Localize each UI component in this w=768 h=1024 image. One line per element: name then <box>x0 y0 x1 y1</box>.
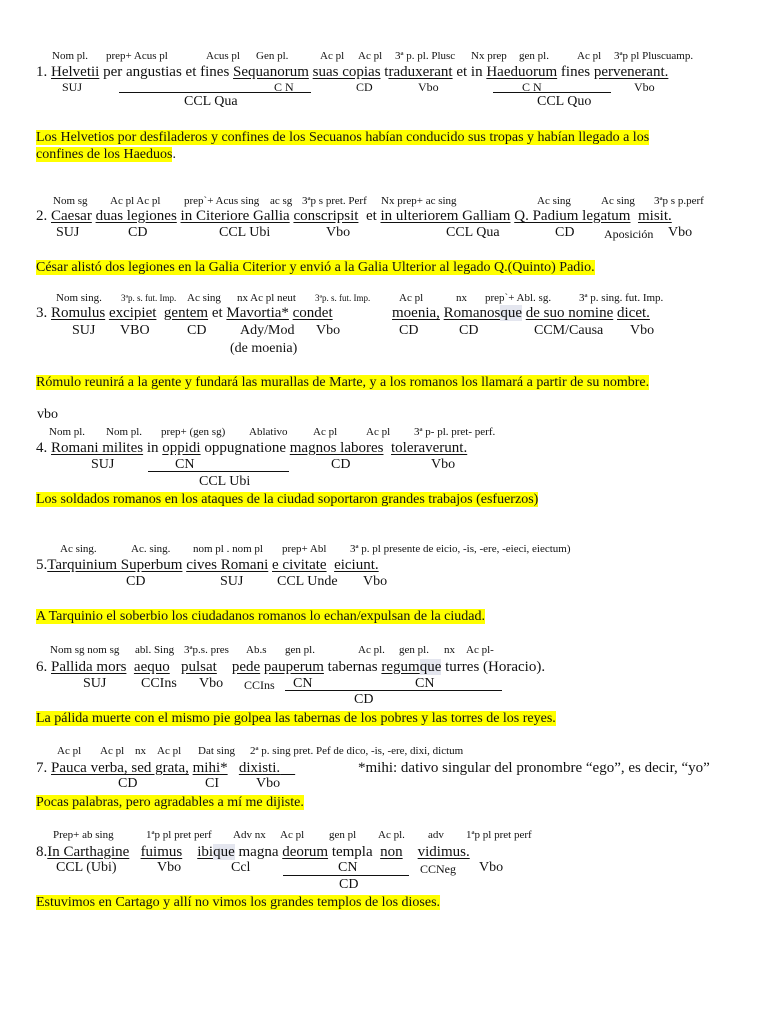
syntax-bracket <box>283 875 409 876</box>
grammar-tag: 3ªp. s. fut. Imp. <box>121 293 177 303</box>
grammar-tag: nx <box>444 644 455 656</box>
syntax-label: CCL Unde <box>277 574 338 589</box>
syntax-label: CD <box>187 323 207 338</box>
grammar-tag: Ac pl <box>577 50 602 62</box>
syntax-label: Vbo <box>199 676 224 691</box>
grammar-tag: Ac pl <box>100 745 125 757</box>
grammar-tag: prep`+ Abl. sg. <box>485 292 552 304</box>
latin-sentence: 2. Caesar duas legiones in Citeriore Gallia conscripsit et in ulteriorem Galliam Q. Padium legatum misit. <box>36 208 672 224</box>
syntax-label: CD <box>339 877 359 892</box>
grammar-tag: Ac sing <box>187 292 221 304</box>
syntax-label: SUJ <box>220 574 244 589</box>
syntax-label: Vbo <box>363 574 388 589</box>
syntax-label: Vbo <box>326 225 351 240</box>
grammar-tag: prep+ Abl <box>282 543 327 555</box>
grammar-tag: Dat sing <box>198 745 235 757</box>
syntax-label: CCL Ubi <box>199 474 251 489</box>
grammar-tag: nx <box>456 292 467 304</box>
grammar-tag: Ab.s <box>246 644 267 656</box>
grammar-tag: Ac pl. <box>378 829 405 841</box>
grammar-tag: Ablativo <box>249 426 288 438</box>
grammar-tag: 3ª p. pl. Plusc <box>395 50 456 62</box>
translation: Los Helvetios por desfiladeros y confines de los Secuanos habían conducido sus tropas y habían llegado a los <box>36 130 650 145</box>
grammar-tag: 2ª p. sing pret. Pef de dico, -is, -ere, dixi, dictum <box>250 745 464 757</box>
grammar-tag: 1ªp pl pret perf <box>466 829 532 841</box>
grammar-tag: ac sg <box>270 195 293 207</box>
syntax-label: CD <box>555 225 575 240</box>
grammar-tag: Gen pl. <box>256 50 289 62</box>
grammar-tag: nom pl . nom pl <box>193 543 263 555</box>
grammar-tag: Nom pl. <box>52 50 89 62</box>
syntax-label: SUJ <box>83 676 107 691</box>
syntax-label: Vbo <box>256 776 281 791</box>
syntax-label: Vbo <box>431 457 456 472</box>
footnote: *mihi: dativo singular del pronombre “ego”, es decir, “yo” <box>358 760 710 776</box>
grammar-tag: Ac pl Ac pl <box>110 195 161 207</box>
translation: La pálida muerte con el mismo pie golpea las tabernas de los pobres y las torres de los reyes. <box>36 711 556 726</box>
syntax-label: CD <box>354 692 374 707</box>
grammar-tag: Ac sing. <box>60 543 97 555</box>
translation: Pocas palabras, pero agradables a mí me dijiste. <box>36 795 304 810</box>
latin-sentence-cont: moenia, Romanosque de suo nomine dicet. <box>392 305 650 321</box>
syntax-label: CD <box>356 80 373 94</box>
syntax-label: CN <box>415 676 435 691</box>
syntax-label: CN <box>175 457 195 472</box>
syntax-label: SUJ <box>72 323 96 338</box>
grammar-tag: Ac sing <box>601 195 635 207</box>
grammar-tag: Acus pl <box>206 50 240 62</box>
grammar-tag: gen pl. <box>519 50 549 62</box>
syntax-label: CD <box>118 776 138 791</box>
latin-sentence: 4. Romani milites in oppidi oppugnatione magnos labores toleraverunt. <box>36 440 468 456</box>
syntax-label: CD <box>459 323 479 338</box>
syntax-label: CCL (Ubi) <box>56 860 117 875</box>
syntax-label: SUJ <box>62 80 83 94</box>
syntax-label: CD <box>128 225 148 240</box>
syntax-label: CCL Quo <box>537 94 592 109</box>
grammar-tag: 3ªp. s. fut. Imp. <box>315 293 371 303</box>
grammar-tag: Nx prep <box>471 50 507 62</box>
syntax-label: CD <box>399 323 419 338</box>
translation: A Tarquinio el soberbio los ciudadanos romanos lo echan/expulsan de la ciudad. <box>36 609 485 624</box>
syntax-label: CD <box>126 574 146 589</box>
syntax-label: (de moenia) <box>230 341 298 356</box>
grammar-tag: Ac. sing. <box>131 543 171 555</box>
syntax-label: Vbo <box>668 225 693 240</box>
syntax-label: Ccl <box>231 860 251 875</box>
grammar-tag: Ac sing <box>537 195 571 207</box>
grammar-tag: nx Ac pl neut <box>237 292 296 304</box>
grammar-tag: Ac pl <box>358 50 383 62</box>
syntax-label: Vbo <box>479 860 504 875</box>
syntax-label: Vbo <box>418 80 439 94</box>
syntax-label: CCL Qua <box>184 94 238 109</box>
syntax-label: Vbo <box>634 80 655 94</box>
grammar-tag: Ac pl <box>366 426 391 438</box>
grammar-tag: 3ª p. sing. fut. Imp. <box>579 292 664 304</box>
grammar-tag: Adv nx <box>233 829 266 841</box>
translation: confines de los Haeduos. <box>36 147 176 162</box>
translation: Rómulo reunirá a la gente y fundará las murallas de Marte, y a los romanos los llamará a partir de su nombre. <box>36 375 650 390</box>
latin-sentence: 8.In Carthagine fuimus ibique magna deorum templa non vidimus. <box>36 844 470 860</box>
syntax-label: CCL Qua <box>446 225 500 240</box>
grammar-tag: 3ª p- pl. pret- perf. <box>414 426 496 438</box>
syntax-label: CCM/Causa <box>534 323 604 338</box>
syntax-label: VBO <box>120 323 150 338</box>
syntax-label: Vbo <box>630 323 655 338</box>
grammar-tag: 3ªp s p.perf <box>654 195 704 207</box>
syntax-label: CCNeg <box>420 862 456 876</box>
grammar-tag: Ac pl- <box>466 644 494 656</box>
grammar-tag: adv <box>428 829 444 841</box>
syntax-label: C N <box>274 80 294 94</box>
syntax-label: Aposición <box>604 227 654 241</box>
grammar-tag: 3ªp.s. pres <box>184 644 229 656</box>
syntax-label: CCIns <box>244 678 275 692</box>
grammar-tag: 3ªp s pret. Perf <box>302 195 367 207</box>
latin-sentence: 6. Pallida mors aequo pulsat pede pauperum tabernas regumque turres (Horacio). <box>36 659 546 675</box>
grammar-tag: gen pl <box>329 829 357 841</box>
grammar-tag: Nom sg nom sg <box>50 644 120 656</box>
syntax-bracket <box>148 471 289 472</box>
latin-sentence: 1. Helvetii per angustias et fines Sequanorum suas copias traduxerant et in Haeduorum fines pervenerant. <box>36 64 669 80</box>
grammar-tag: nx <box>135 745 146 757</box>
translation: Los soldados romanos en los ataques de la ciudad soportaron grandes trabajos (esfuerzos) <box>36 492 539 507</box>
grammar-tag: gen pl. <box>399 644 429 656</box>
syntax-label: SUJ <box>56 225 80 240</box>
syntax-label: Ady/Mod <box>240 323 295 338</box>
grammar-tag: Ac pl <box>320 50 345 62</box>
translation: Estuvimos en Cartago y allí no vimos los grandes templos de los dioses. <box>36 895 441 910</box>
grammar-tag: prep`+ Acus sing <box>184 195 260 207</box>
latin-sentence: 3. Romulus excipiet gentem et Mavortia* condet <box>36 305 333 321</box>
syntax-label: CCL Ubi <box>219 225 271 240</box>
grammar-tag: 3ª p. pl presente de eicio, -is, -ere, -eieci, eiectum) <box>350 543 571 555</box>
syntax-label: Vbo <box>157 860 182 875</box>
grammar-tag: prep+ (gen sg) <box>161 426 226 438</box>
syntax-label: CN <box>338 860 358 875</box>
syntax-label: CI <box>205 776 219 791</box>
grammar-tag: Nom pl. <box>106 426 143 438</box>
latin-sentence: 5.Tarquinium Superbum cives Romani e civitate eiciunt. <box>36 557 379 573</box>
grammar-tag: Ac pl <box>157 745 182 757</box>
syntax-label: C N <box>522 80 542 94</box>
grammar-tag: Ac pl <box>399 292 424 304</box>
grammar-tag: gen pl. <box>285 644 315 656</box>
grammar-tag: Ac pl <box>313 426 338 438</box>
stray-label: vbo <box>37 407 58 422</box>
syntax-bracket <box>285 690 502 691</box>
grammar-tag: prep+ Acus pl <box>106 50 168 62</box>
syntax-label: CN <box>293 676 313 691</box>
grammar-tag: Ac pl. <box>358 644 385 656</box>
syntax-label: CD <box>331 457 351 472</box>
grammar-tag: abl. Sing <box>135 644 175 656</box>
syntax-label: CCIns <box>141 676 177 691</box>
grammar-tag: 3ªp pl Pluscuamp. <box>614 50 694 62</box>
grammar-tag: 1ªp pl pret perf <box>146 829 212 841</box>
translation: César alistó dos legiones en la Galia Citerior y envió a la Galia Ulterior al legado Q.(Quinto) Padio. <box>36 260 595 275</box>
syntax-bracket <box>493 92 611 93</box>
syntax-label: SUJ <box>91 457 115 472</box>
syntax-label: Vbo <box>316 323 341 338</box>
grammar-tag: Nom sing. <box>56 292 102 304</box>
grammar-tag: Nx prep+ ac sing <box>381 195 457 207</box>
latin-sentence: 7. Pauca verba, sed grata, mihi* dixisti. <box>36 760 281 776</box>
grammar-tag: Nom pl. <box>49 426 86 438</box>
grammar-tag: Prep+ ab sing <box>53 829 114 841</box>
grammar-tag: Ac pl <box>280 829 305 841</box>
grammar-tag: Nom sg <box>53 195 88 207</box>
grammar-tag: Ac pl <box>57 745 82 757</box>
